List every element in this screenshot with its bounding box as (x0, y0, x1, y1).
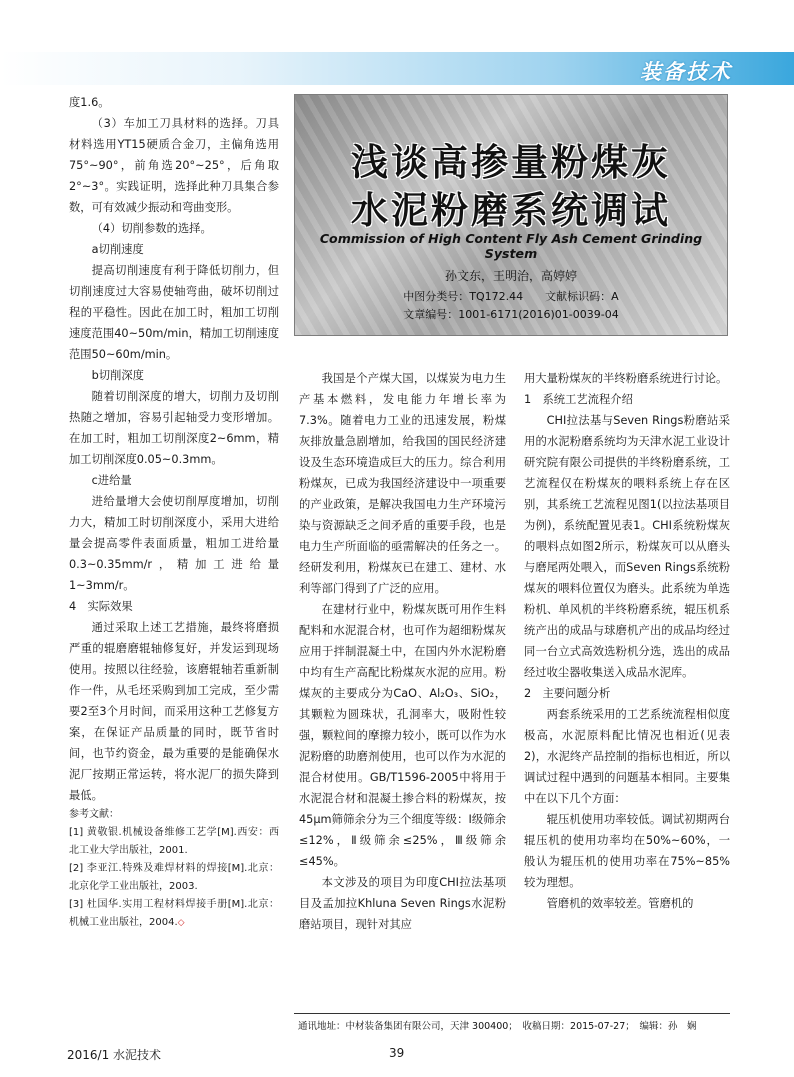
article-title-en: Commission of High Content Fly Ash Cement Grinding System (319, 231, 703, 261)
paragraph: 进给量增大会使切削厚度增加，切削力大，精加工时切削深度小，采用大进给量会提高零件表面质量，粗加工进给量0.3~0.35mm/r，精加工进给量1~3mm/r。 (69, 495, 279, 592)
subheading: c进给量 (91, 474, 132, 487)
column-middle (299, 368, 506, 935)
section-heading: 1 系统工艺流程介绍 (524, 393, 633, 406)
paragraph: 两套系统采用的工艺系统流程相似度极高，水泥原料配比情况也相近(见表2)，水泥终产品控制的指标也相近，所以调试过程中遇到的问题基本相同。主要集中在以下几个方面： (524, 708, 730, 805)
column-right (524, 368, 730, 914)
article-number: 文章编号：1001-6171(2016)01-0039-04 (403, 308, 619, 321)
section-heading: 4 实际效果 (69, 600, 133, 613)
title-banner (294, 94, 728, 336)
references-title: 参考文献： (69, 809, 119, 820)
footer-divider (294, 1013, 730, 1014)
page-number: 39 (389, 1046, 405, 1060)
reference-item: [3] 杜国华.实用工程材料焊接手册[M].北京：机械工业出版社，2004. (69, 899, 279, 928)
authors: 孙文东，王明治，高婷婷 (444, 269, 577, 283)
paragraph: 度1.6。 (69, 96, 110, 109)
paragraph: （3）车加工刀具材料的选择。刀具材料选用YT15硬质合金刀，主偏角选用75°~90°，前角选20°~25°，后角取2°~3°。实践证明，选择此种刀具集合参数，可有效减少振动和弯曲变形。 (69, 117, 279, 214)
reference-item: [1] 黄敬银.机械设备维修工艺学[M].西安：西北工业大学出版社，2001. (69, 827, 279, 856)
paragraph: 用大量粉煤灰的半终粉磨系统进行讨论。 (524, 372, 728, 385)
subheading: b切削深度 (91, 369, 144, 382)
paragraph: 在建材行业中，粉煤灰既可用作生料配料和水泥混合材，也可作为超细粉煤灰应用于拌制混凝土中，在国内外水泥粉磨中均有生产高配比粉煤灰水泥的应用。粉煤灰的主要成分为CaO、Al₂O₃、SiO₂，其颗粒为圆珠状，孔洞率大，吸附性较强，颗粒间的摩擦力较小，既可以作为水泥粉磨的助磨剂使用，也可以作为水泥的混合材使用。GB/T1596-2005中将用于水泥混合材和混凝土掺合料的粉煤灰，按45μm筛筛余分为三个细度等级：Ⅰ级筛余≤12%，Ⅱ级筛余≤25%，Ⅲ级筛余≤45%。 (299, 603, 506, 868)
paragraph: 我国是个产煤大国，以煤炭为电力生产基本燃料，发电能力年增长率为7.3%。随着电力工业的迅速发展，粉煤灰排放量急剧增加，给我国的国民经济建设及生态环境造成巨大的压力。综合利用粉煤灰，已成为我国经济建设中一项重要的产业政策，是解决我国电力生产环境污染与资源缺乏之间矛盾的重要手段，也是电力生产所面临的亟需解决的任务之一。经研发利用，粉煤灰已在建工、建材、水利等部门得到了广泛的应用。 (299, 372, 506, 595)
section-heading: 2 主要问题分析 (524, 687, 611, 700)
paragraph: （4）切削参数的选择。 (91, 222, 212, 235)
paragraph: 通过采取上述工艺措施，最终将磨损严重的辊磨磨辊轴修复好，并发运到现场使用。按照以往经验，该磨辊轴若重新制作一件，从毛坯采购到加工完成，至少需要2至3个月时间，而采用这种工艺修复方案，在保证产品质量的同时，既节省时间，也节约资金，最为重要的是能确保水泥厂按期正常运转，将水泥厂的损失降到最低。 (69, 621, 279, 802)
classification-line: 中图分类号：TQ172.44 文献标识码：A (403, 290, 619, 303)
article-title-cn (295, 139, 727, 235)
subheading: a切削速度 (91, 243, 144, 256)
paragraph: 辊压机使用功率较低。调试初期两台辊压机的使用功率均在50%~60%，一般认为辊压机的使用功率在75%~85%较为理想。 (524, 813, 730, 889)
section-label: 装备技术 (640, 60, 732, 84)
paragraph: CHI拉法基与Seven Rings粉磨站采用的水泥粉磨系统均为天津水泥工业设计研究院有限公司提供的半终粉磨系统，工艺流程仅在粉煤灰的喂料系统上存在区别，其系统工艺流程见图1(以拉法基项目为例)，系统配置见表1。CHI系统粉煤灰的喂料点如图2所示，粉煤灰可以从磨头与磨尾两处喂入，而Seven Rings系统粉煤灰的喂料位置仅为磨头。此系统为单选粉机、单风机的半终粉磨系统，辊压机系统产出的成品与球磨机产出的成品均经过同一台立式高效选粉机分选，选出的成品经过收尘器收集送入成品水泥库。 (524, 414, 730, 679)
title-line: 浅谈高掺量粉煤灰 (351, 141, 671, 184)
journal-issue: 2016/1 水泥技术 (67, 1048, 162, 1062)
paragraph: 提高切削速度有利于降低切削力，但切削速度过大容易使轴弯曲，破坏切削过程的平稳性。因此在加工时，粗加工切削速度范围40~50m/min，精加工切削速度范围50~60m/min。 (69, 264, 279, 361)
column-left (69, 92, 279, 932)
footer-info: 通讯地址：中材装备集团有限公司，天津 300400； 收稿日期：2015-07-27； 编辑：孙 娴 (298, 1021, 697, 1032)
end-diamond-icon: ◇ (177, 918, 185, 928)
paragraph: 随着切削深度的增大，切削力及切削热随之增加，容易引起轴受力变形增加。在加工时，粗加工切削深度2~6mm，精加工切削深度0.05~0.3mm。 (69, 390, 279, 466)
reference-item: [2] 李亚江.特殊及难焊材料的焊接[M].北京：北京化学工业出版社，2003. (69, 863, 279, 892)
title-line: 水泥粉磨系统调试 (351, 189, 671, 232)
paragraph: 管磨机的效率较差。管磨机的 (546, 897, 694, 910)
paragraph: 本文涉及的项目为印度CHI拉法基项目及孟加拉Khluna Seven Rings水泥粉磨站项目，现针对其应 (299, 876, 506, 931)
